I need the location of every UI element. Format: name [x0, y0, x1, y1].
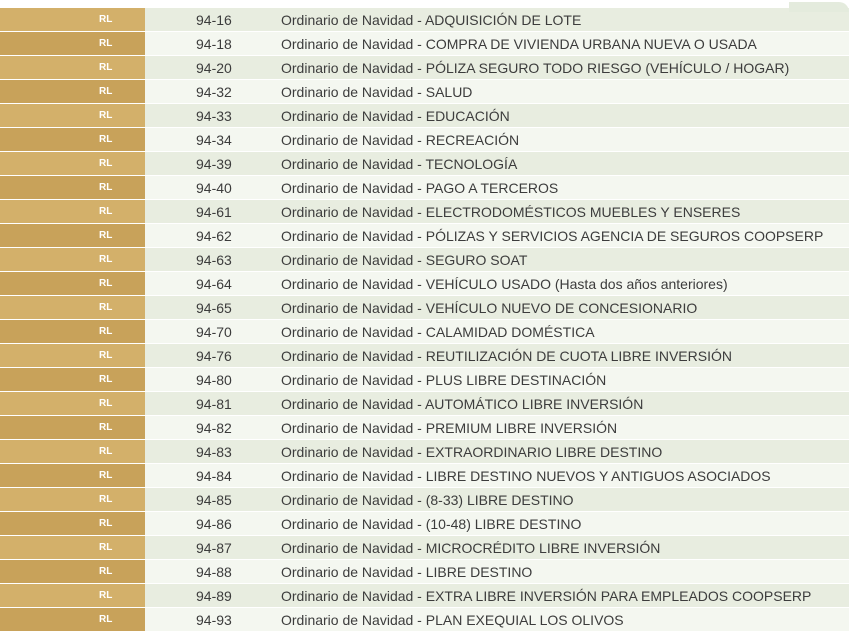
- table-row: [0, 296, 849, 320]
- table-row: [0, 104, 849, 128]
- line-description: Ordinario de Navidad - VEHÍCULO NUEVO DE CONCESIONARIO: [278, 296, 849, 320]
- table-row: [0, 440, 849, 464]
- table-row: [0, 32, 849, 56]
- line-tag: RL: [0, 320, 145, 344]
- line-tag: RL: [0, 488, 145, 512]
- line-code: 94-82: [145, 416, 278, 440]
- line-description: Ordinario de Navidad - PLUS LIBRE DESTINACIÓN: [278, 368, 849, 392]
- line-tag: RL: [0, 344, 145, 368]
- line-description: Ordinario de Navidad - (10-48) LIBRE DESTINO: [278, 512, 849, 536]
- line-description: Ordinario de Navidad - VEHÍCULO USADO (Hasta dos años anteriores): [278, 272, 849, 296]
- line-description: Ordinario de Navidad - SALUD: [278, 80, 849, 104]
- line-description: Ordinario de Navidad - COMPRA DE VIVIENDA URBANA NUEVA O USADA: [278, 32, 849, 56]
- line-tag: RL: [0, 440, 145, 464]
- line-tag: RL: [0, 392, 145, 416]
- line-description: Ordinario de Navidad - PÓLIZAS Y SERVICIOS AGENCIA DE SEGUROS COOPSERP: [278, 224, 849, 248]
- line-description: Ordinario de Navidad - PLAN EXEQUIAL LOS OLIVOS: [278, 608, 849, 632]
- table-row: [0, 8, 849, 32]
- line-description: Ordinario de Navidad - EDUCACIÓN: [278, 104, 849, 128]
- table-row: [0, 272, 849, 296]
- line-code: 94-83: [145, 440, 278, 464]
- table-row: [0, 248, 849, 272]
- line-tag: RL: [0, 200, 145, 224]
- line-description: Ordinario de Navidad - ELECTRODOMÉSTICOS MUEBLES Y ENSERES: [278, 200, 849, 224]
- line-code: 94-70: [145, 320, 278, 344]
- line-tag: RL: [0, 296, 145, 320]
- line-code: 94-33: [145, 104, 278, 128]
- table-row: [0, 176, 849, 200]
- table-row: [0, 128, 849, 152]
- line-description: Ordinario de Navidad - LIBRE DESTINO: [278, 560, 849, 584]
- line-description: Ordinario de Navidad - SEGURO SOAT: [278, 248, 849, 272]
- line-description: Ordinario de Navidad - (8-33) LIBRE DESTINO: [278, 488, 849, 512]
- line-description: Ordinario de Navidad - PÓLIZA SEGURO TODO RIESGO (VEHÍCULO / HOGAR): [278, 56, 849, 80]
- line-tag: RL: [0, 464, 145, 488]
- line-description: Ordinario de Navidad - LIBRE DESTINO NUEVOS Y ANTIGUOS ASOCIADOS: [278, 464, 849, 488]
- table-row: [0, 320, 849, 344]
- line-code: 94-87: [145, 536, 278, 560]
- table-row: [0, 80, 849, 104]
- line-description: Ordinario de Navidad - RECREACIÓN: [278, 128, 849, 152]
- table-row: [0, 584, 849, 608]
- line-tag: RL: [0, 176, 145, 200]
- line-description: Ordinario de Navidad - PREMIUM LIBRE INVERSIÓN: [278, 416, 849, 440]
- line-description: Ordinario de Navidad - ADQUISICIÓN DE LOTE: [278, 8, 849, 32]
- line-code: 94-63: [145, 248, 278, 272]
- line-description: Ordinario de Navidad - TECNOLOGÍA: [278, 152, 849, 176]
- line-tag: RL: [0, 560, 145, 584]
- table-row: [0, 560, 849, 584]
- line-tag: RL: [0, 152, 145, 176]
- line-code: 94-18: [145, 32, 278, 56]
- line-tag: RL: [0, 416, 145, 440]
- table-row: [0, 152, 849, 176]
- line-code: 94-76: [145, 344, 278, 368]
- table-row: [0, 392, 849, 416]
- line-tag: RL: [0, 608, 145, 632]
- line-code: 94-32: [145, 80, 278, 104]
- table-row: [0, 200, 849, 224]
- line-tag: RL: [0, 368, 145, 392]
- line-code: 94-80: [145, 368, 278, 392]
- credit-lines-table: [0, 8, 849, 632]
- line-tag: RL: [0, 8, 145, 32]
- line-tag: RL: [0, 536, 145, 560]
- line-code: 94-89: [145, 584, 278, 608]
- line-code: 94-64: [145, 272, 278, 296]
- table-row: [0, 488, 849, 512]
- line-tag: RL: [0, 272, 145, 296]
- line-code: 94-61: [145, 200, 278, 224]
- line-description: Ordinario de Navidad - REUTILIZACIÓN DE CUOTA LIBRE INVERSIÓN: [278, 344, 849, 368]
- line-tag: RL: [0, 128, 145, 152]
- table-row: [0, 224, 849, 248]
- line-tag: RL: [0, 56, 145, 80]
- line-code: 94-65: [145, 296, 278, 320]
- line-code: 94-34: [145, 128, 278, 152]
- table-row: [0, 368, 849, 392]
- line-description: Ordinario de Navidad - PAGO A TERCEROS: [278, 176, 849, 200]
- table-row: [0, 608, 849, 632]
- line-code: 94-88: [145, 560, 278, 584]
- line-tag: RL: [0, 248, 145, 272]
- line-tag: RL: [0, 104, 145, 128]
- line-code: 94-85: [145, 488, 278, 512]
- line-tag: RL: [0, 32, 145, 56]
- line-code: 94-93: [145, 608, 278, 632]
- line-code: 94-62: [145, 224, 278, 248]
- line-code: 94-84: [145, 464, 278, 488]
- line-code: 94-81: [145, 392, 278, 416]
- table-row: [0, 344, 849, 368]
- line-description: Ordinario de Navidad - MICROCRÉDITO LIBRE INVERSIÓN: [278, 536, 849, 560]
- line-tag: RL: [0, 224, 145, 248]
- table-row: [0, 464, 849, 488]
- line-code: 94-40: [145, 176, 278, 200]
- table-row: [0, 536, 849, 560]
- line-code: 94-20: [145, 56, 278, 80]
- line-code: 94-86: [145, 512, 278, 536]
- line-description: Ordinario de Navidad - AUTOMÁTICO LIBRE INVERSIÓN: [278, 392, 849, 416]
- line-description: Ordinario de Navidad - EXTRA LIBRE INVERSIÓN PARA EMPLEADOS COOPSERP: [278, 584, 849, 608]
- line-tag: RL: [0, 584, 145, 608]
- line-code: 94-16: [145, 8, 278, 32]
- table-row: [0, 512, 849, 536]
- line-description: Ordinario de Navidad - EXTRAORDINARIO LIBRE DESTINO: [278, 440, 849, 464]
- line-tag: RL: [0, 80, 145, 104]
- line-description: Ordinario de Navidad - CALAMIDAD DOMÉSTICA: [278, 320, 849, 344]
- line-tag: RL: [0, 512, 145, 536]
- table-row: [0, 56, 849, 80]
- table-row: [0, 416, 849, 440]
- line-code: 94-39: [145, 152, 278, 176]
